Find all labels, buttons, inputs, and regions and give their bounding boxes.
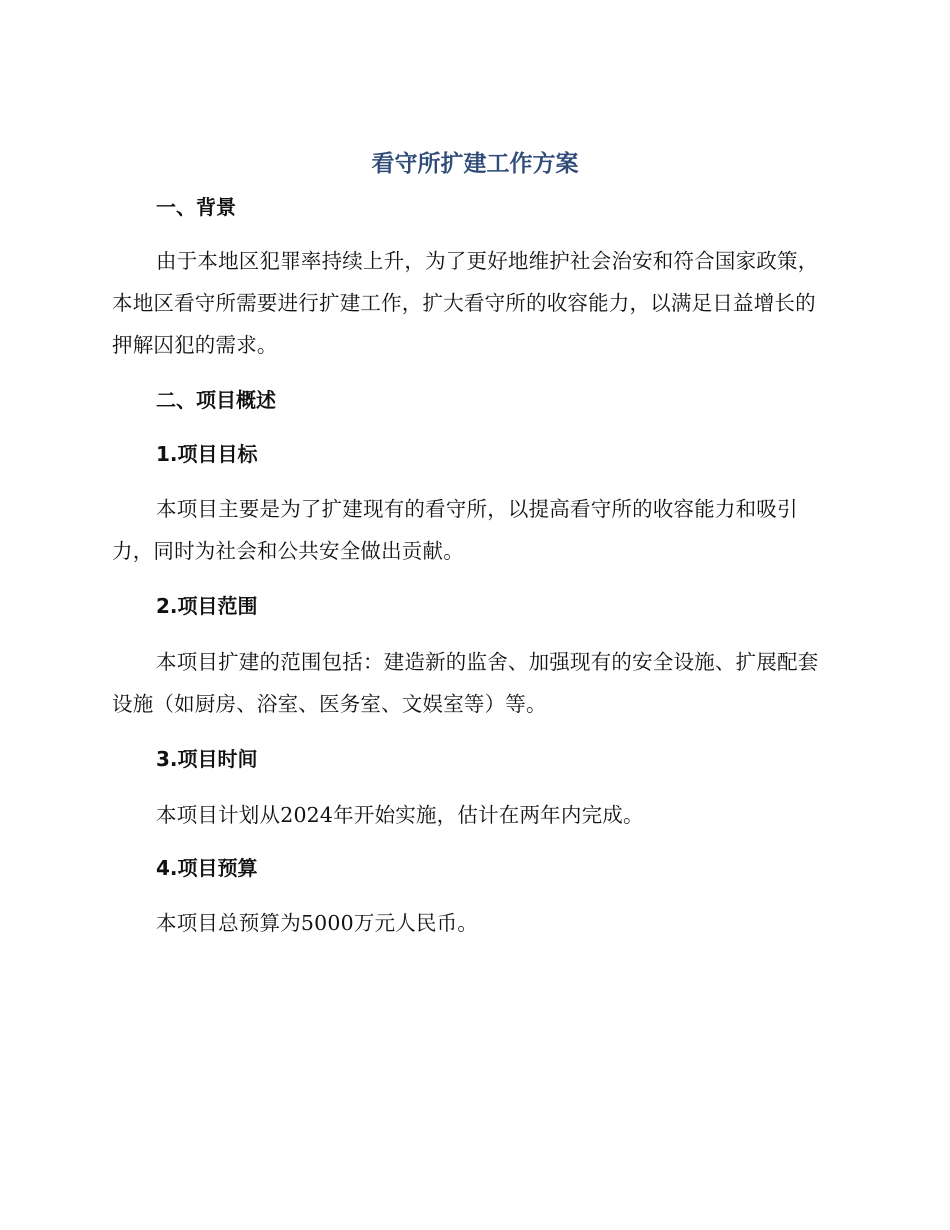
document-title: 看守所扩建工作方案 [371,151,579,177]
section-body-scope: 本项目扩建的范围包括：建造新的监舍、加强现有的安全设施、扩展配套设施（如厨房、浴室、医务室、文娱室等）等。 [112,650,819,716]
section-heading-goal: 1.项目目标 [156,442,258,466]
section-body-background: 由于本地区犯罪率持续上升，为了更好地维护社会治安和符合国家政策，本地区看守所需要进行扩建工作，扩大看守所的收容能力，以满足日益增长的押解囚犯的需求。 [112,249,819,357]
section-heading-overview: 二、项目概述 [156,388,276,412]
section-body-goal: 本项目主要是为了扩建现有的看守所，以提高看守所的收容能力和吸引力，同时为社会和公共安全做出贡献。 [112,497,798,563]
section-body-budget: 本项目总预算为5000万元人民币。 [156,911,479,935]
section-heading-time: 3.项目时间 [156,747,258,771]
section-body-time: 本项目计划从2024年开始实施，估计在两年内完成。 [156,803,644,827]
section-heading-budget: 4.项目预算 [156,856,258,880]
section-heading-background: 一、背景 [156,195,236,219]
section-heading-scope: 2.项目范围 [156,594,258,618]
